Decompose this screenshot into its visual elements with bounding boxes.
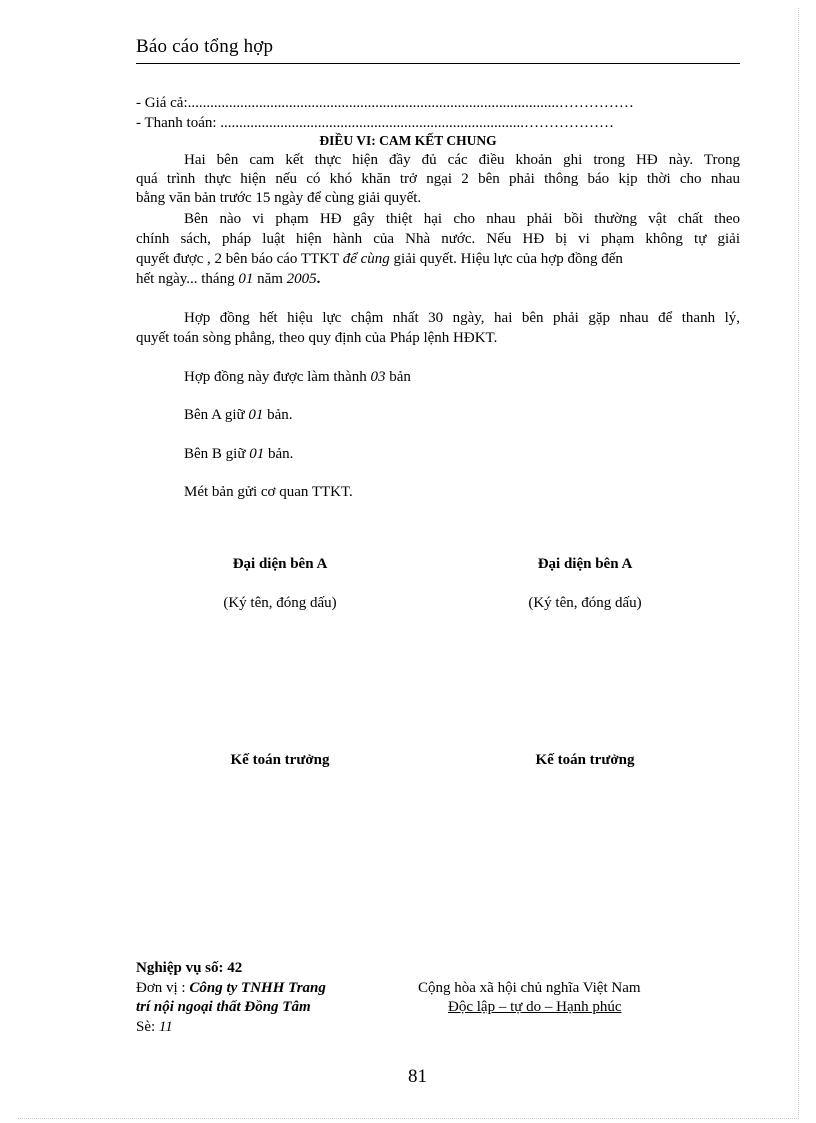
copies-text: Hợp đồng này được làm thành [184, 369, 371, 385]
p2-l4-period: . [316, 271, 321, 287]
paragraph-1-line-1: Hai bên cam kết thực hiện đầy đủ các điều khoản ghi trong HĐ này. Trong [184, 152, 740, 168]
side-b-line [184, 445, 293, 464]
copies-line [184, 368, 411, 387]
republic-title: Cộng hòa xã hội chủ nghĩa Việt Nam [418, 980, 641, 996]
national-motto: Độc lập – tự do – Hạnh phúc [448, 999, 622, 1015]
p2-l4-month: 01 [238, 271, 254, 287]
article-heading: ĐIỀU VI: CAM KẾT CHUNG [319, 133, 497, 148]
side-a-count: 01 [248, 407, 264, 423]
paragraph-1-line-3: bằng văn bản trước 15 ngày để cùng giải quyết. [136, 190, 422, 206]
price-dots: ...................................................................................................…………… [187, 95, 634, 111]
paragraph-3-line-2: quyết toán sòng phẳng, theo quy định của Pháp lệnh HĐKT. [136, 330, 498, 346]
paragraph-2-line-4 [136, 270, 320, 289]
company-name-line-2-wrap [136, 999, 311, 1016]
company-name-line-2: trí nội ngoại thất Đồng Tâm [136, 999, 311, 1015]
price-label: - Giá cả: [136, 95, 188, 111]
paragraph-2-line-3 [136, 250, 740, 269]
chief-accountant-right: Kế toán trưởng [535, 752, 635, 768]
side-b-text: Bên B giữ [184, 446, 250, 462]
side-a-text: Bên A giữ [184, 407, 249, 423]
payment-label: - Thanh toán: [136, 115, 221, 131]
sign-note-left: (Ký tên, đóng dấu) [223, 595, 337, 611]
p2-l4-year: 2005 [286, 271, 317, 287]
sequence-label: Sè: [136, 1019, 159, 1035]
side-a-line [184, 406, 293, 425]
paragraph-1-line-2: quá trình thực hiện nếu có khó khăn trở ngại 2 bên phải thông báo kịp thời cho nhau [136, 171, 740, 187]
p2-l4-text-a: hết ngày... tháng [136, 271, 239, 287]
side-b-count: 01 [249, 446, 265, 462]
paragraph-2-line-1: Bên nào vi phạm HĐ gây thiệt hại cho nhau phải bồi thường vật chất theo [184, 211, 740, 227]
representative-right: Đại diện bên A [537, 556, 633, 572]
copies-count: 03 [370, 369, 386, 385]
payment-dots: .................................................................................……………… [220, 115, 615, 131]
paragraph-2-line-2: chính sách, pháp luật hiện hành của Nhà nước. Nếu HĐ bị vi phạm không tự giải [136, 231, 740, 247]
price-line [136, 94, 634, 113]
sequence-line [136, 1019, 173, 1036]
paragraph-3-line-1: Hợp đồng hết hiệu lực chậm nhất 30 ngày, hai bên phải gặp nhau để thanh lý, [184, 310, 740, 326]
representative-left: Đại diện bên A [232, 556, 328, 572]
sequence-value: 11 [158, 1019, 173, 1035]
copies-unit: bản [385, 369, 411, 385]
page-header-title: Báo cáo tổng hợp [136, 36, 274, 57]
side-b-unit: bản. [264, 446, 294, 462]
sign-note-right: (Ký tên, đóng dấu) [528, 595, 642, 611]
company-name-line-1: Công ty TNHH Trang [189, 980, 326, 996]
payment-line [136, 114, 614, 133]
operation-number: Nghiệp vụ số: 42 [136, 960, 243, 976]
p2-l4-text-c: năm [253, 271, 287, 287]
chief-accountant-left: Kế toán trưởng [230, 752, 330, 768]
p2-l3-text-a: quyết được , 2 bên báo cáo TTKT [136, 251, 343, 267]
unit-label: Đơn vị : [136, 980, 190, 996]
header-divider [136, 63, 740, 64]
ttkt-copy-line: Mét bản gửi cơ quan TTKT. [184, 484, 353, 500]
page-number: 81 [408, 1066, 427, 1087]
unit-line [136, 980, 326, 997]
p2-l3-text-c: giải quyết. Hiệu lực của hợp đồng đến [389, 251, 623, 267]
side-a-unit: bản. [263, 407, 293, 423]
p2-l3-italic: để cùng [342, 251, 390, 267]
